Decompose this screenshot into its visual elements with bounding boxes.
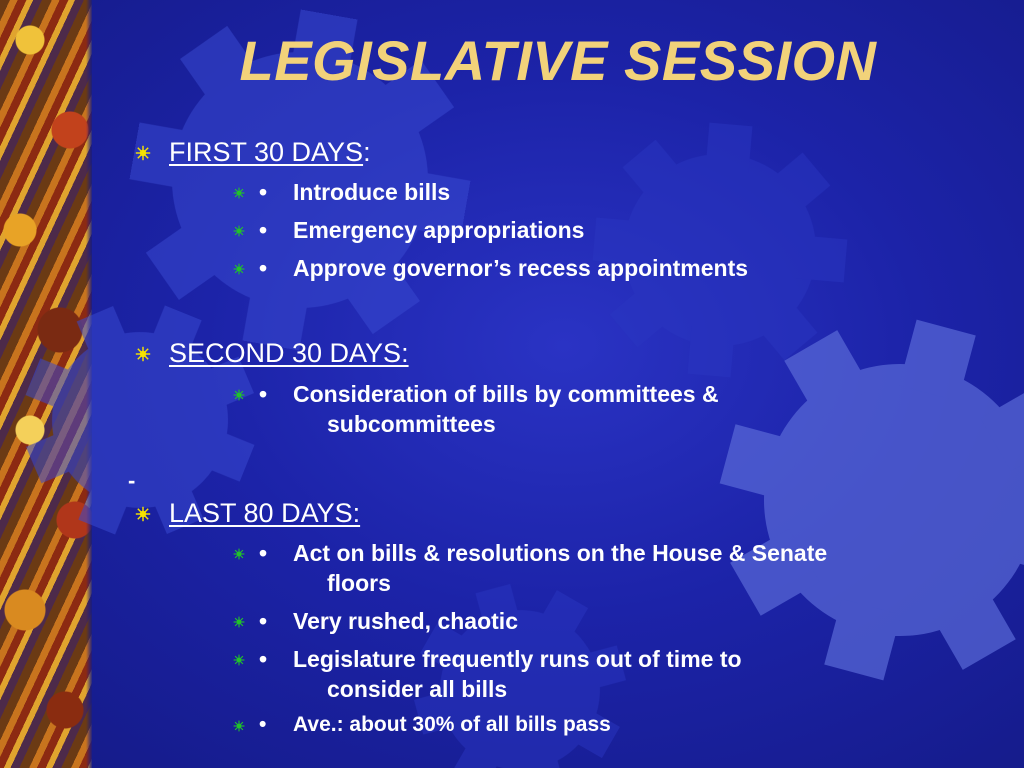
bullet-dot: • [259,217,268,243]
sunburst-bullet-icon [233,389,245,401]
slide-title: LEGISLATIVE SESSION [239,29,877,92]
list-item-text: Very rushed, chaotic [293,608,518,634]
section-heading-label: LAST 80 DAYS: [169,498,361,528]
list-item [233,379,719,439]
bullet-dot: • [259,381,268,407]
section-heading-first-30-days [135,137,371,168]
sunburst-bullet-icon [233,225,245,237]
bullet-dot: • [259,713,267,736]
list-item-line: Act on bills & resolutions on the House & Senate [293,540,828,566]
list-item-text: Introduce bills [293,179,451,205]
section-heading-second-30-days [135,338,409,369]
stray-mark: - [128,468,136,493]
bullet-dot: • [259,540,268,566]
sunburst-bullet-icon [233,548,245,560]
section-heading-last-80-days [135,498,360,529]
bullet-dot: • [259,179,268,205]
list-item-text [293,538,827,598]
section-heading-label: SECOND 30 DAYS: [169,338,409,368]
list-item-line: Consideration of bills by committees & [293,381,719,407]
list-item [233,215,584,245]
bullet-dot: • [259,255,268,281]
bullet-dot: • [259,646,268,672]
list-item-line: floors [327,570,391,596]
list-item-text: Approve governor’s recess appointments [293,255,749,281]
sunburst-bullet-icon [233,187,245,199]
sunburst-bullet-icon [135,145,151,161]
sunburst-bullet-icon [135,506,151,522]
sunburst-bullet-icon [233,654,245,666]
list-item [233,538,827,598]
sunburst-bullet-icon [233,720,245,732]
list-item-text [293,644,742,704]
section-heading-label: FIRST 30 DAYS [169,137,364,167]
list-item-line: consider all bills [327,676,508,702]
sunburst-bullet-icon [135,346,151,362]
list-item [233,644,742,704]
list-item-text [293,379,719,439]
list-item [233,710,611,740]
list-item-line: subcommittees [327,411,496,437]
list-item [233,177,450,207]
list-item-text: Emergency appropriations [293,217,585,243]
sunburst-bullet-icon [233,263,245,275]
list-item-line: Legislature frequently runs out of time to [293,646,742,672]
list-item [233,606,518,636]
list-item-text: Ave.: about 30% of all bills pass [293,713,611,736]
sunburst-bullet-icon [233,616,245,628]
section-heading-suffix: : [363,137,371,167]
list-item [233,253,748,283]
bullet-dot: • [259,608,268,634]
